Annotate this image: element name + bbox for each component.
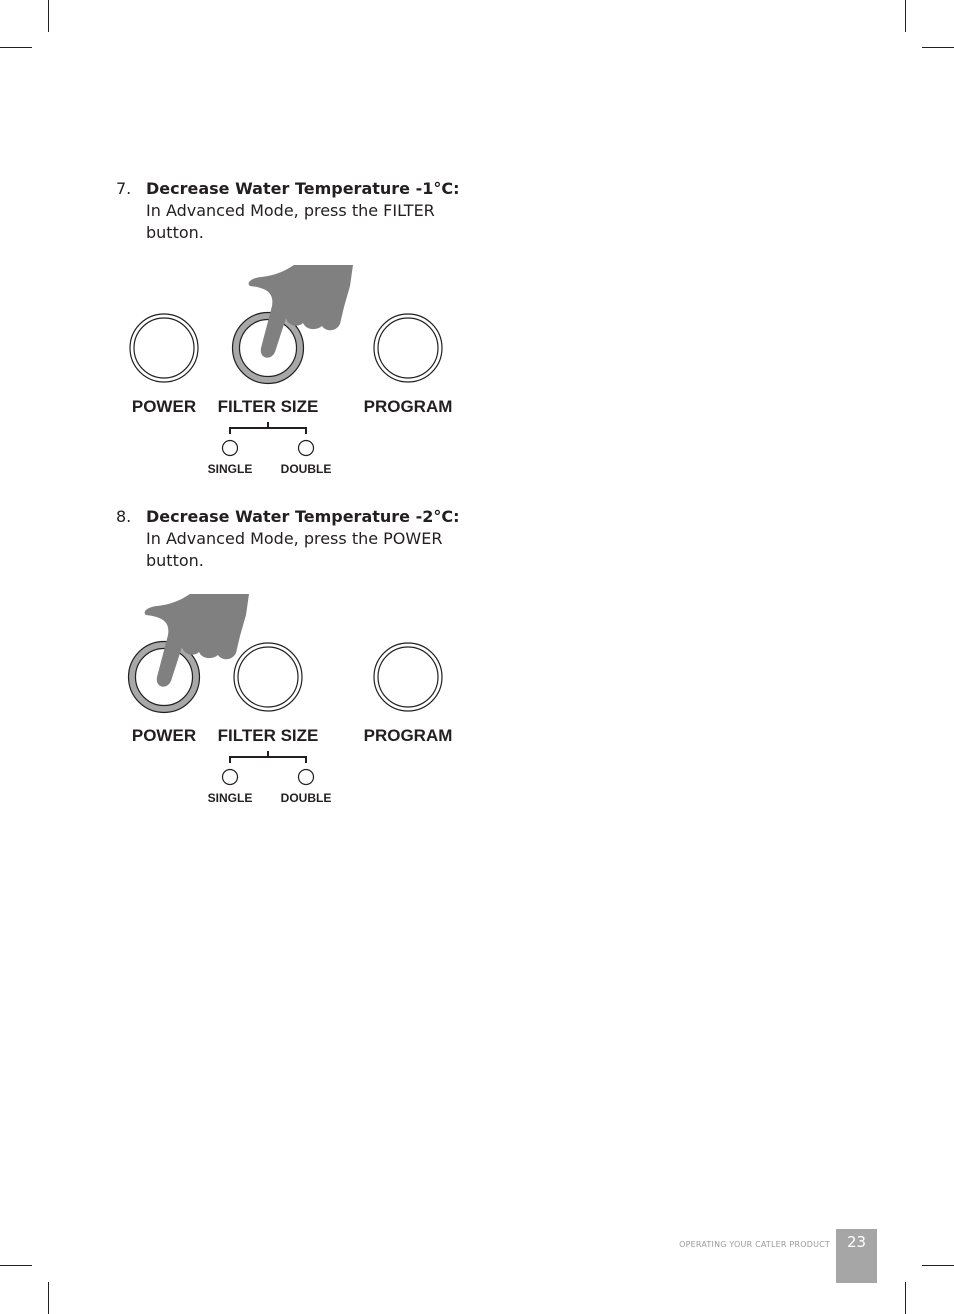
filter-size-button[interactable] (234, 643, 302, 711)
filter-size-label: FILTER SIZE (217, 397, 319, 416)
step-number: 7. (116, 179, 132, 198)
step-heading: Decrease Water Temperature -2°C: (146, 507, 460, 526)
page-number: 23 (846, 1233, 867, 1251)
double-label: DOUBLE (280, 791, 332, 805)
filter-indicator-bracket (230, 422, 306, 434)
step-number: 8. (116, 507, 132, 526)
crop-mark (922, 47, 954, 48)
crop-mark (0, 47, 32, 48)
single-label: SINGLE (207, 462, 253, 476)
step-heading: Decrease Water Temperature -1°C: (146, 179, 460, 198)
single-label: SINGLE (207, 791, 253, 805)
power-label: POWER (131, 397, 197, 416)
power-button[interactable] (130, 314, 198, 382)
filter-indicator-bracket (230, 751, 306, 763)
filter-size-label: FILTER SIZE (217, 726, 319, 745)
double-indicator-light (299, 441, 314, 456)
control-panel-step-8 (118, 591, 468, 811)
crop-mark (0, 1265, 32, 1266)
footer-section-title: OPERATING YOUR CATLER PRODUCT (679, 1240, 830, 1249)
program-label: PROGRAM (363, 397, 453, 416)
crop-mark (48, 1282, 49, 1314)
single-indicator-light (223, 770, 238, 785)
crop-mark (922, 1265, 954, 1266)
crop-mark (905, 0, 906, 32)
power-label: POWER (131, 726, 197, 745)
double-indicator-light (299, 770, 314, 785)
program-button[interactable] (374, 314, 442, 382)
control-panel-step-7 (118, 262, 468, 482)
page-number-box (836, 1229, 877, 1283)
crop-mark (905, 1282, 906, 1314)
single-indicator-light (223, 441, 238, 456)
step-description: In Advanced Mode, press the FILTER button. (146, 201, 435, 242)
step-description: In Advanced Mode, press the POWER button. (146, 529, 443, 570)
program-button[interactable] (374, 643, 442, 711)
crop-mark (48, 0, 49, 32)
program-label: PROGRAM (363, 726, 453, 745)
double-label: DOUBLE (280, 462, 332, 476)
